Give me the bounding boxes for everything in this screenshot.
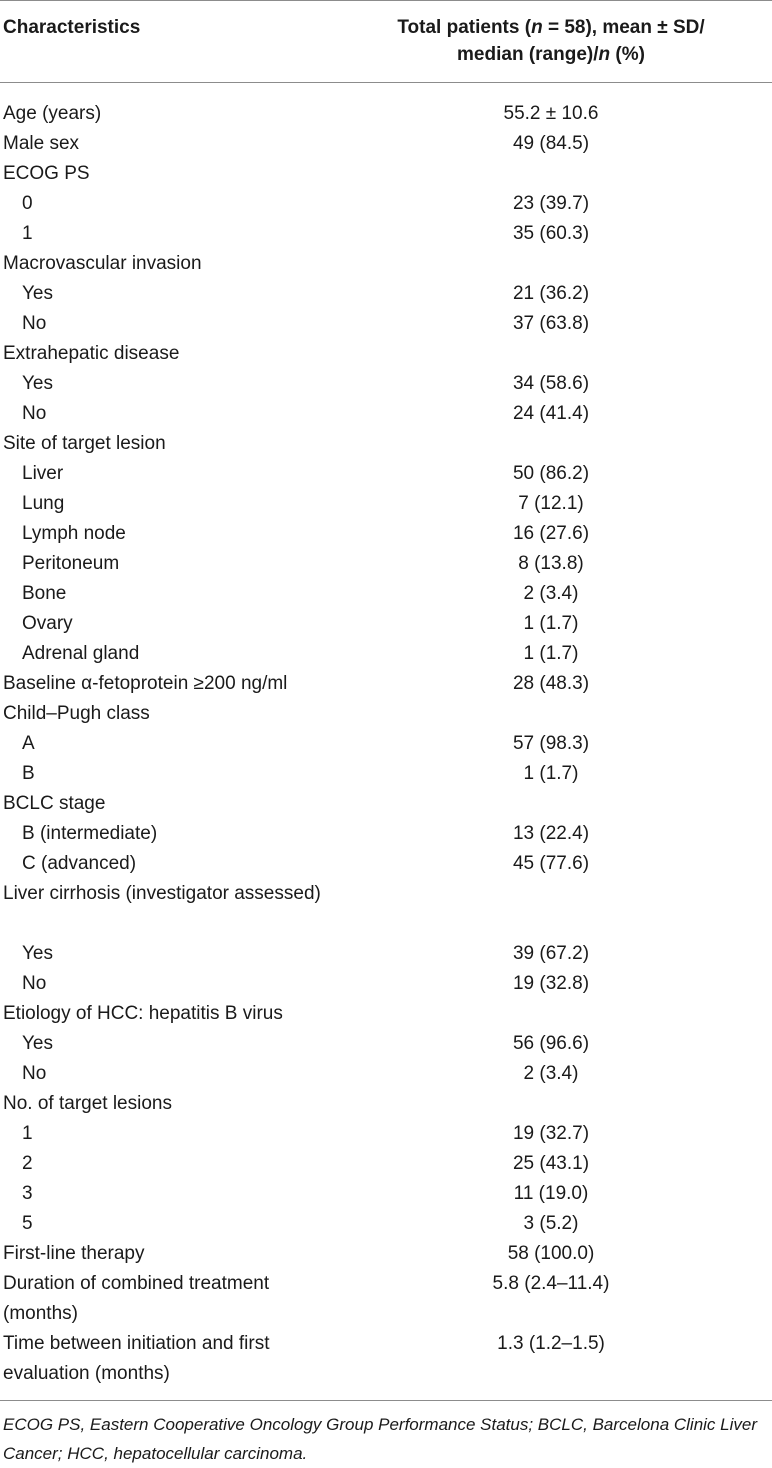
table-row [0, 369, 772, 399]
row-label: Child–Pugh class [3, 703, 150, 724]
table-row [0, 939, 772, 969]
row-value: 2 (3.4) [523, 583, 579, 604]
row-label: Liver cirrhosis (investigator assessed) [3, 883, 321, 904]
row-label: C (advanced) [22, 853, 137, 874]
row-label: 3 [22, 1183, 33, 1204]
row-value: 8 (13.8) [518, 553, 584, 574]
header-total-line2-a: median (range)/ [457, 44, 599, 65]
row-value: 5.8 (2.4–11.4) [492, 1273, 610, 1294]
row-value: 49 (84.5) [512, 133, 590, 154]
header-rule [0, 82, 772, 83]
row-value: 2 (3.4) [523, 1063, 579, 1084]
table-row [0, 219, 772, 249]
row-label: ECOG PS [3, 163, 90, 184]
row-label: Etiology of HCC: hepatitis B virus [3, 1003, 283, 1024]
table-row [0, 189, 772, 219]
row-value: 50 (86.2) [512, 463, 590, 484]
header-total-line1-b: = 58), mean ± SD/ [542, 17, 705, 38]
row-label: No. of target lesions [3, 1093, 172, 1114]
table-row [0, 1329, 772, 1389]
row-label: Male sex [3, 133, 80, 154]
row-value: 57 (98.3) [512, 733, 590, 754]
table-row [0, 249, 772, 279]
row-label: Time between initiation and first evaluation (months) [3, 1333, 270, 1384]
row-value: 25 (43.1) [512, 1153, 590, 1174]
row-label: Yes [22, 943, 53, 964]
table-row [0, 399, 772, 429]
table-footnote: ECOG PS, Eastern Cooperative Oncology Group Performance Status; BCLC, Barcelona Clinic Liver Cancer; HCC, hepatocellular carcinoma. [3, 1415, 758, 1463]
row-label: B [22, 763, 35, 784]
table-row [0, 489, 772, 519]
table-row [0, 1119, 772, 1149]
row-value: 1 (1.7) [523, 643, 579, 664]
row-label: Age (years) [3, 103, 102, 124]
row-label: Baseline α-fetoprotein ≥200 ng/ml [3, 673, 288, 694]
row-label: Liver [22, 463, 64, 484]
header-total-line1-a: Total patients ( [397, 17, 532, 38]
row-value: 23 (39.7) [512, 193, 590, 214]
row-label: 0 [22, 193, 33, 214]
row-label: 1 [22, 1123, 33, 1144]
row-label: B (intermediate) [22, 823, 158, 844]
table-row [0, 99, 772, 129]
row-label: Duration of combined treatment (months) [3, 1273, 270, 1324]
row-label: Lung [22, 493, 65, 514]
row-label: Yes [22, 373, 53, 394]
table-row [0, 339, 772, 369]
row-value: 58 (100.0) [507, 1243, 595, 1264]
header-characteristics: Characteristics [3, 17, 141, 38]
header-total-line1-n: n [531, 17, 543, 38]
table-row [0, 549, 772, 579]
table-row [0, 639, 772, 669]
table-row [0, 669, 772, 699]
table-row [0, 279, 772, 309]
row-value: 45 (77.6) [512, 853, 590, 874]
row-value: 7 (12.1) [518, 493, 584, 514]
row-label: Bone [22, 583, 67, 604]
row-value: 28 (48.3) [512, 673, 590, 694]
table-row [0, 999, 772, 1029]
header-total-line2-b: (%) [610, 44, 645, 65]
table-row [0, 1149, 772, 1179]
row-value: 3 (5.2) [523, 1213, 579, 1234]
table-row [0, 1239, 772, 1269]
row-value: 56 (96.6) [512, 1033, 590, 1054]
table-row [0, 729, 772, 759]
table-row [0, 969, 772, 999]
row-value: 19 (32.7) [512, 1123, 590, 1144]
table-row [0, 459, 772, 489]
table-row [0, 849, 772, 879]
row-value: 37 (63.8) [512, 313, 590, 334]
table-row [0, 519, 772, 549]
row-label: Extrahepatic disease [3, 343, 180, 364]
row-value: 11 (19.0) [513, 1183, 589, 1204]
table-row [0, 1059, 772, 1089]
row-label: Ovary [22, 613, 73, 634]
row-value: 55.2 ± 10.6 [503, 103, 599, 124]
table-row [0, 1209, 772, 1239]
table-row [0, 1179, 772, 1209]
header-total-patients [386, 14, 716, 68]
table-row [0, 609, 772, 639]
table-row [0, 1029, 772, 1059]
row-label: Site of target lesion [3, 433, 166, 454]
table-row [0, 879, 772, 939]
table-row [0, 579, 772, 609]
row-label: No [22, 973, 47, 994]
table-row [0, 129, 772, 159]
header-total-line2-n: n [598, 44, 611, 65]
row-value: 34 (58.6) [512, 373, 590, 394]
table-body [0, 99, 772, 1389]
row-value: 21 (36.2) [512, 283, 590, 304]
row-label: First-line therapy [3, 1243, 145, 1264]
row-value: 1 (1.7) [523, 613, 579, 634]
row-value: 24 (41.4) [512, 403, 590, 424]
table-row [0, 699, 772, 729]
row-value: 16 (27.6) [512, 523, 590, 544]
row-label: No [22, 1063, 47, 1084]
table-row [0, 1089, 772, 1119]
row-value: 35 (60.3) [512, 223, 590, 244]
table-row [0, 309, 772, 339]
top-rule [0, 0, 772, 1]
row-label: Yes [22, 283, 53, 304]
row-value: 39 (67.2) [512, 943, 590, 964]
row-label: Lymph node [22, 523, 126, 544]
row-label: 5 [22, 1213, 33, 1234]
row-value: 19 (32.8) [512, 973, 590, 994]
row-label: A [22, 733, 35, 754]
row-value: 13 (22.4) [512, 823, 590, 844]
bottom-rule [0, 1400, 772, 1401]
table-row [0, 819, 772, 849]
row-label: 2 [22, 1153, 33, 1174]
table-row [0, 789, 772, 819]
table-row [0, 429, 772, 459]
row-label: 1 [22, 223, 33, 244]
row-label: No [22, 313, 47, 334]
row-label: BCLC stage [3, 793, 106, 814]
row-label: Adrenal gland [22, 643, 140, 664]
table-row [0, 159, 772, 189]
table-row [0, 1269, 772, 1329]
row-value: 1.3 (1.2–1.5) [497, 1333, 605, 1354]
row-label: No [22, 403, 47, 424]
row-label: Yes [22, 1033, 53, 1054]
row-label: Peritoneum [22, 553, 120, 574]
table-row [0, 759, 772, 789]
row-label: Macrovascular invasion [3, 253, 202, 274]
row-value: 1 (1.7) [523, 763, 579, 784]
